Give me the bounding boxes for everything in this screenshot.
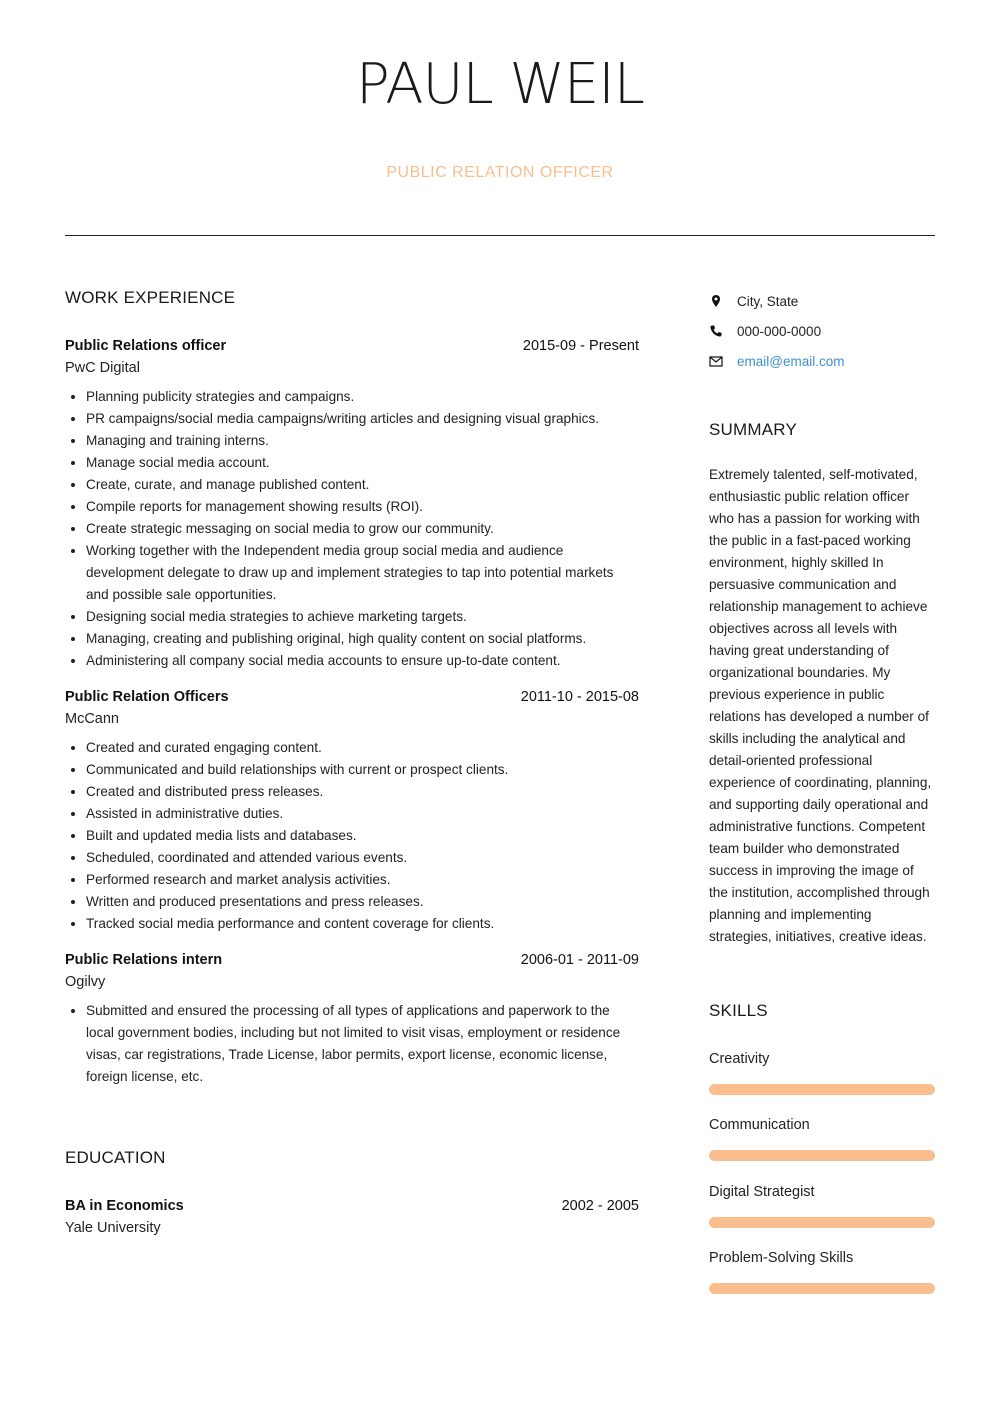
summary-text: Extremely talented, self-motivated, enthusiastic public relation officer who has a passion for working with the public in a fast-paced working environment, highly skilled In persuasive communication and relationship management to achieve objectives across all levels with having great understanding of organizational boundaries. My previous experience in public relations has developed a number of skills including the analytical and detail-oriented professional experience of coordinating, planning, and supporting daily operational and administrative functions. Competent team builder who demonstrated success in improving the image of the institution, accomplished through planning and implementing strategies, initiatives, creative ideas. (709, 467, 932, 944)
bullet-item: • Created and curated engaging content. (86, 737, 639, 759)
bullet-item: • Create strategic messaging on social media to grow our community. (86, 518, 639, 540)
skill-name: Problem-Solving Skills (709, 1250, 854, 1266)
bullet-item: • Scheduled, coordinated and attended various events. (86, 847, 639, 869)
bullet-item: • Managing, creating and publishing original, high quality content on social platforms. (86, 628, 639, 650)
job-bullets (65, 737, 639, 935)
skill-level-bar (709, 1217, 935, 1228)
envelope-icon (709, 354, 723, 368)
skill-item (709, 1051, 935, 1095)
bullet-item: • Planning publicity strategies and campaigns. (86, 386, 639, 408)
skill-level-bar (709, 1283, 935, 1294)
bullet-item: • Submitted and ensured the processing of all types of applications and paperwork to the local government bodies, including but not limited to visit visas, employment or residence visas, car registrations, Trade License, labor permits, export license, economic license, foreign license, etc. (86, 1000, 639, 1088)
education-heading: EDUCATION (65, 1148, 166, 1167)
job-dates: 2011-10 - 2015-08 (520, 689, 639, 705)
bullet-item: • Communicated and build relationships with current or prospect clients. (86, 759, 639, 781)
school: Yale University (65, 1220, 161, 1236)
contact-location (709, 286, 935, 316)
skill-level-fill (709, 1283, 935, 1294)
bullet-item: • Managing and training interns. (86, 430, 639, 452)
skill-item (709, 1250, 935, 1294)
skill-name: Creativity (709, 1051, 770, 1067)
skill-name: Digital Strategist (709, 1184, 815, 1200)
job-company: PwC Digital (65, 360, 140, 376)
bullet-item: • Compile reports for management showing results (ROI). (86, 496, 639, 518)
bullet-item: • Create, curate, and manage published content. (86, 474, 639, 496)
bullet-item: • Designing social media strategies to achieve marketing targets. (86, 606, 639, 628)
skill-level-bar (709, 1084, 935, 1095)
bullet-item: • Tracked social media performance and content coverage for clients. (86, 913, 639, 935)
bullet-item: • Manage social media account. (86, 452, 639, 474)
education-dates: 2002 - 2005 (561, 1198, 639, 1214)
job-role: Public Relations officer (65, 338, 227, 354)
job-bullets (65, 386, 639, 672)
phone-icon (709, 324, 723, 338)
map-pin-icon (709, 294, 723, 308)
skill-name: Communication (709, 1117, 810, 1133)
contact-phone (709, 316, 935, 346)
job-entry (65, 952, 639, 1088)
job-bullets (65, 1000, 639, 1088)
header-divider (65, 235, 935, 236)
job-title: PUBLIC RELATION OFFICER (386, 164, 614, 181)
bullet-item: • Created and distributed press releases. (86, 781, 639, 803)
job-role: Public Relation Officers (65, 689, 229, 705)
bullet-item: • Administering all company social media accounts to ensure up-to-date content. (86, 650, 639, 672)
bullet-item: • Written and produced presentations and press releases. (86, 891, 639, 913)
candidate-name: PAUL WEIL (356, 52, 644, 117)
work-experience-heading: WORK EXPERIENCE (65, 288, 236, 307)
contact-email[interactable] (709, 346, 935, 376)
skill-item (709, 1184, 935, 1228)
bullet-item: • Assisted in administrative duties. (86, 803, 639, 825)
job-role: Public Relations intern (65, 952, 223, 968)
main-column (65, 288, 639, 1236)
skill-level-fill (709, 1150, 935, 1161)
job-dates: 2006-01 - 2011-09 (520, 952, 639, 968)
skill-item (709, 1117, 935, 1161)
bullet-item: • Working together with the Independent media group social media and audience development delegate to draw up and implement strategies to tap into potential markets and possible sale opportunities. (86, 540, 639, 606)
job-company: Ogilvy (65, 974, 106, 990)
degree: BA in Economics (65, 1198, 184, 1214)
bullet-item: • Built and updated media lists and databases. (86, 825, 639, 847)
skill-level-fill (709, 1217, 935, 1228)
bullet-item: • PR campaigns/social media campaigns/writing articles and designing visual graphics. (86, 408, 639, 430)
location-text: City, State (737, 293, 799, 309)
education-entry (65, 1198, 639, 1236)
summary-heading: SUMMARY (709, 420, 797, 439)
job-company: McCann (65, 711, 119, 727)
job-entry (65, 689, 639, 935)
skill-level-bar (709, 1150, 935, 1161)
email-link[interactable]: email@email.com (737, 353, 845, 369)
bullet-item: • Performed research and market analysis activities. (86, 869, 639, 891)
phone-text: 000-000-0000 (737, 323, 822, 339)
skill-level-fill (709, 1084, 935, 1095)
job-dates: 2015-09 - Present (522, 338, 639, 354)
skills-heading: SKILLS (709, 1001, 768, 1020)
sidebar-column (709, 286, 935, 1294)
job-entry (65, 338, 639, 672)
